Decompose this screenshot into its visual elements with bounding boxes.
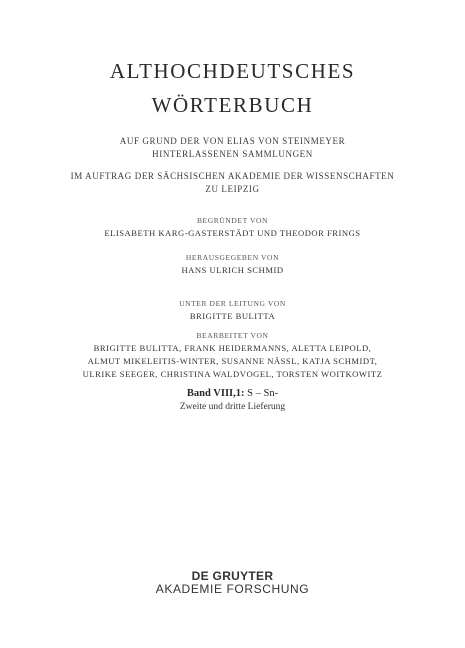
direction-name: BRIGITTE BULITTA bbox=[189, 311, 276, 321]
publisher-imprint: AKADEMIE FORSCHUNG bbox=[155, 582, 310, 596]
title-line-1: ALTHOCHDEUTSCHES bbox=[109, 59, 356, 83]
founded-label: BEGRÜNDET VON bbox=[196, 216, 269, 225]
volume-heading bbox=[0, 388, 465, 399]
volume-lieferung: Zweite und dritte Lieferung bbox=[179, 402, 286, 412]
basis-line-2: HINTERLASSENEN SAMMLUNGEN bbox=[152, 149, 313, 159]
editor-name: HANS ULRICH SCHMID bbox=[181, 265, 284, 275]
basis-line-1: AUF GRUND DER VON ELIAS VON STEINMEYER bbox=[119, 136, 346, 146]
direction-label: UNTER DER LEITUNG VON bbox=[179, 299, 286, 308]
founded-names: ELISABETH KARG-GASTERSTÄDT UND THEODOR FRINGS bbox=[104, 228, 361, 238]
contributors-line-2: ALMUT MIKELEITIS-WINTER, SUSANNE NÄSSL, KATJA SCHMIDT, bbox=[87, 356, 378, 366]
editor-label: HERAUSGEGEBEN VON bbox=[185, 253, 280, 262]
title-line-2: WÖRTERBUCH bbox=[151, 93, 314, 117]
auftrag-line-1: IM AUFTRAG DER SÄCHSISCHEN AKADEMIE DER WISSENSCHAFTEN bbox=[70, 171, 395, 181]
volume-band: Band VIII,1: bbox=[186, 388, 245, 399]
volume-range: S – Sn- bbox=[247, 388, 279, 399]
contributors-line-3: ULRIKE SEEGER, CHRISTINA WALDVOGEL, TORSTEN WOITKOWITZ bbox=[82, 369, 383, 379]
publisher-name: DE GRUYTER bbox=[191, 569, 274, 583]
auftrag-line-2: ZU LEIPZIG bbox=[205, 184, 260, 194]
contributors-line-1: BRIGITTE BULITTA, FRANK HEIDERMANNS, ALETTA LEIPOLD, bbox=[93, 343, 372, 353]
contributors-label: BEARBEITET VON bbox=[196, 331, 269, 340]
